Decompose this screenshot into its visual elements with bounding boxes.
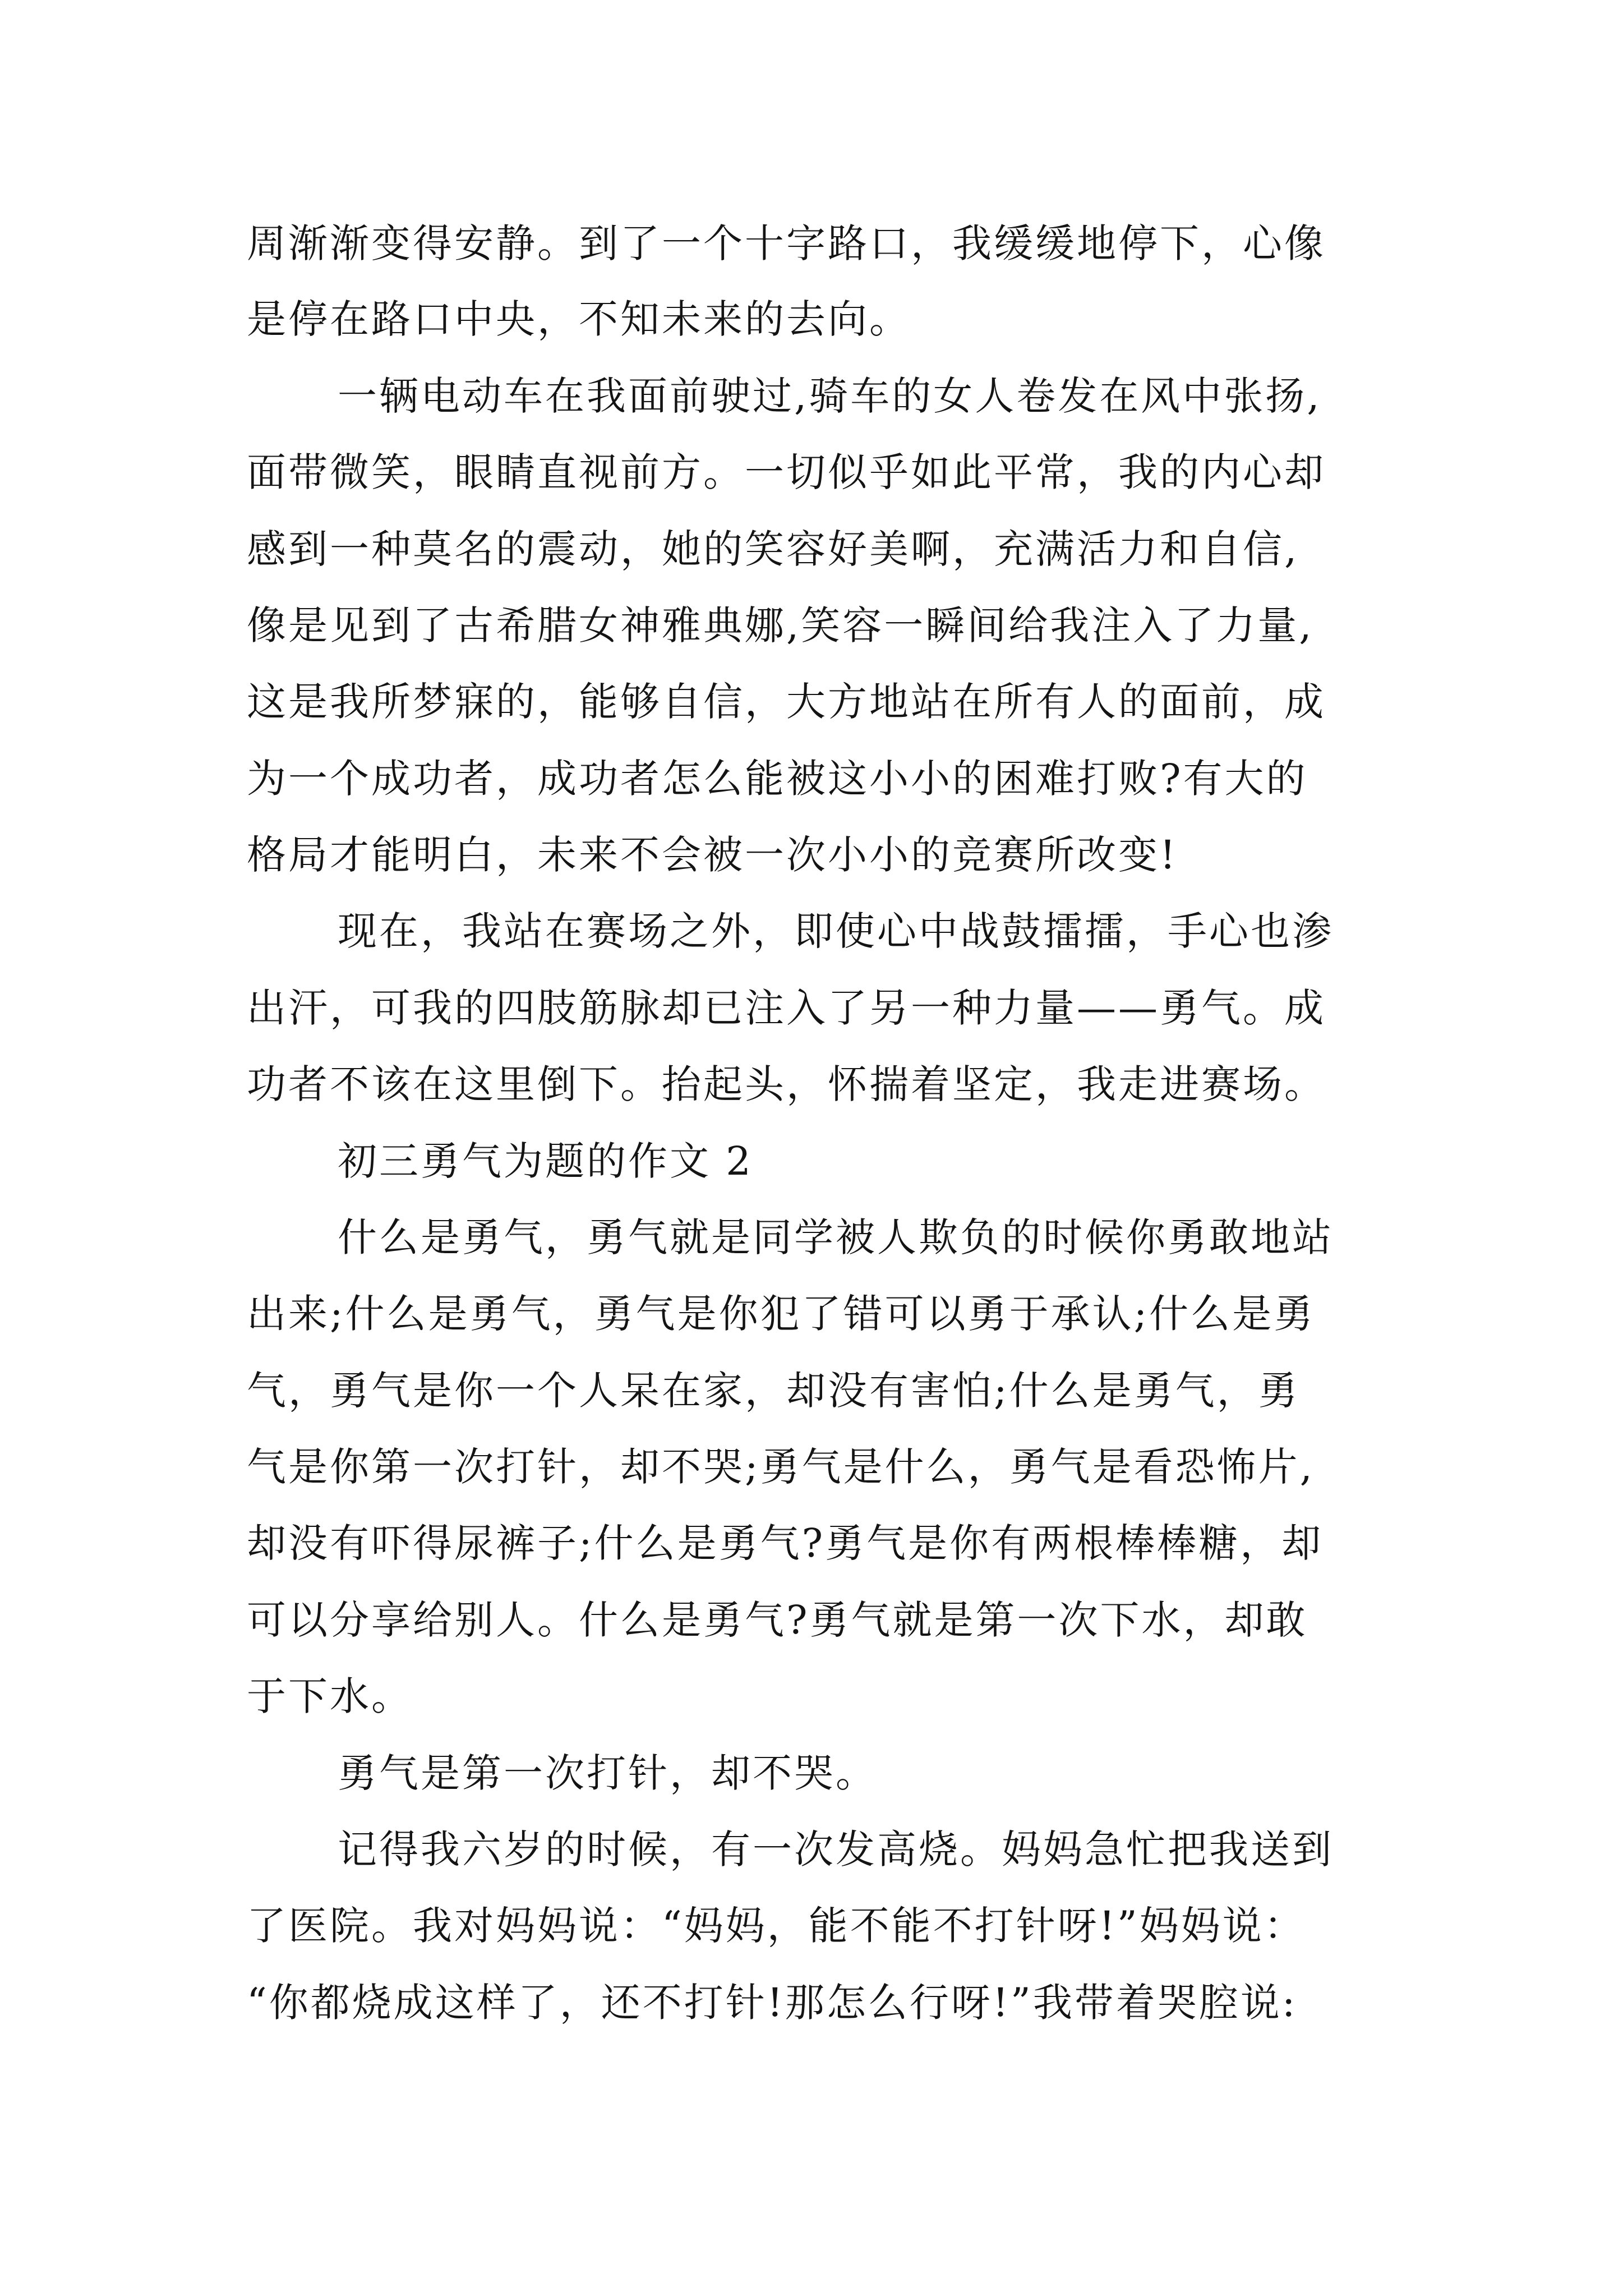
text-line: 了医院。我对妈妈说：“妈妈，能不能不打针呀!”妈妈说： xyxy=(247,1903,1306,1949)
text-line: 记得我六岁的时候，有一次发高烧。妈妈急忙把我送到 xyxy=(338,1826,1334,1872)
text-line: 一辆电动车在我面前驶过,骑车的女人卷发在风中张扬, xyxy=(338,373,1322,419)
text-line: 却没有吓得尿裤子;什么是勇气?勇气是你有两根棒棒糖，却 xyxy=(247,1520,1324,1566)
text-line: 可以分享给别人。什么是勇气?勇气就是第一次下水，却敢 xyxy=(247,1597,1308,1643)
text-line: “你都烧成这样了，还不打针!那怎么行呀!”我带着哭腔说: xyxy=(247,1980,1298,2026)
section-heading: 初三勇气为题的作文 2 xyxy=(338,1138,753,1184)
text-line: 现在，我站在赛场之外，即使心中战鼓擂擂，手心也渗 xyxy=(338,908,1334,954)
text-line: 是停在路口中央，不知未来的去向。 xyxy=(247,296,911,342)
text-line: 功者不该在这里倒下。抬起头，怀揣着坚定，我走进赛场。 xyxy=(247,1061,1326,1107)
text-line: 于下水。 xyxy=(247,1673,413,1719)
text-line: 像是见到了古希腊女神雅典娜,笑容一瞬间给我注入了力量, xyxy=(247,602,1314,648)
text-line: 什么是勇气，勇气就是同学被人欺负的时候你勇敢地站 xyxy=(338,1214,1334,1260)
text-line: 感到一种莫名的震动，她的笑容好美啊，充满活力和自信, xyxy=(247,526,1299,572)
text-line: 格局才能明白，未来不会被一次小小的竞赛所改变! xyxy=(247,832,1178,878)
text-line: 这是我所梦寐的，能够自信，大方地站在所有人的面前，成 xyxy=(247,679,1326,725)
text-line: 气，勇气是你一个人呆在家，却没有害怕;什么是勇气，勇 xyxy=(247,1368,1300,1414)
text-line: 气是你第一次打针，却不哭;勇气是什么，勇气是看恐怖片, xyxy=(247,1444,1315,1490)
text-line: 勇气是第一次打针，却不哭。 xyxy=(338,1750,877,1796)
text-line: 为一个成功者，成功者怎么能被这小小的困难打败?有大的 xyxy=(247,756,1308,802)
text-line: 出汗，可我的四肢筋脉却已注入了另一种力量——勇气。成 xyxy=(247,985,1326,1031)
text-line: 面带微笑，眼睛直视前方。一切似乎如此平常，我的内心却 xyxy=(247,449,1326,495)
text-line: 周渐渐变得安静。到了一个十字路口，我缓缓地停下，心像 xyxy=(247,220,1326,266)
text-line: 出来;什么是勇气，勇气是你犯了错可以勇于承认;什么是勇 xyxy=(247,1291,1316,1337)
